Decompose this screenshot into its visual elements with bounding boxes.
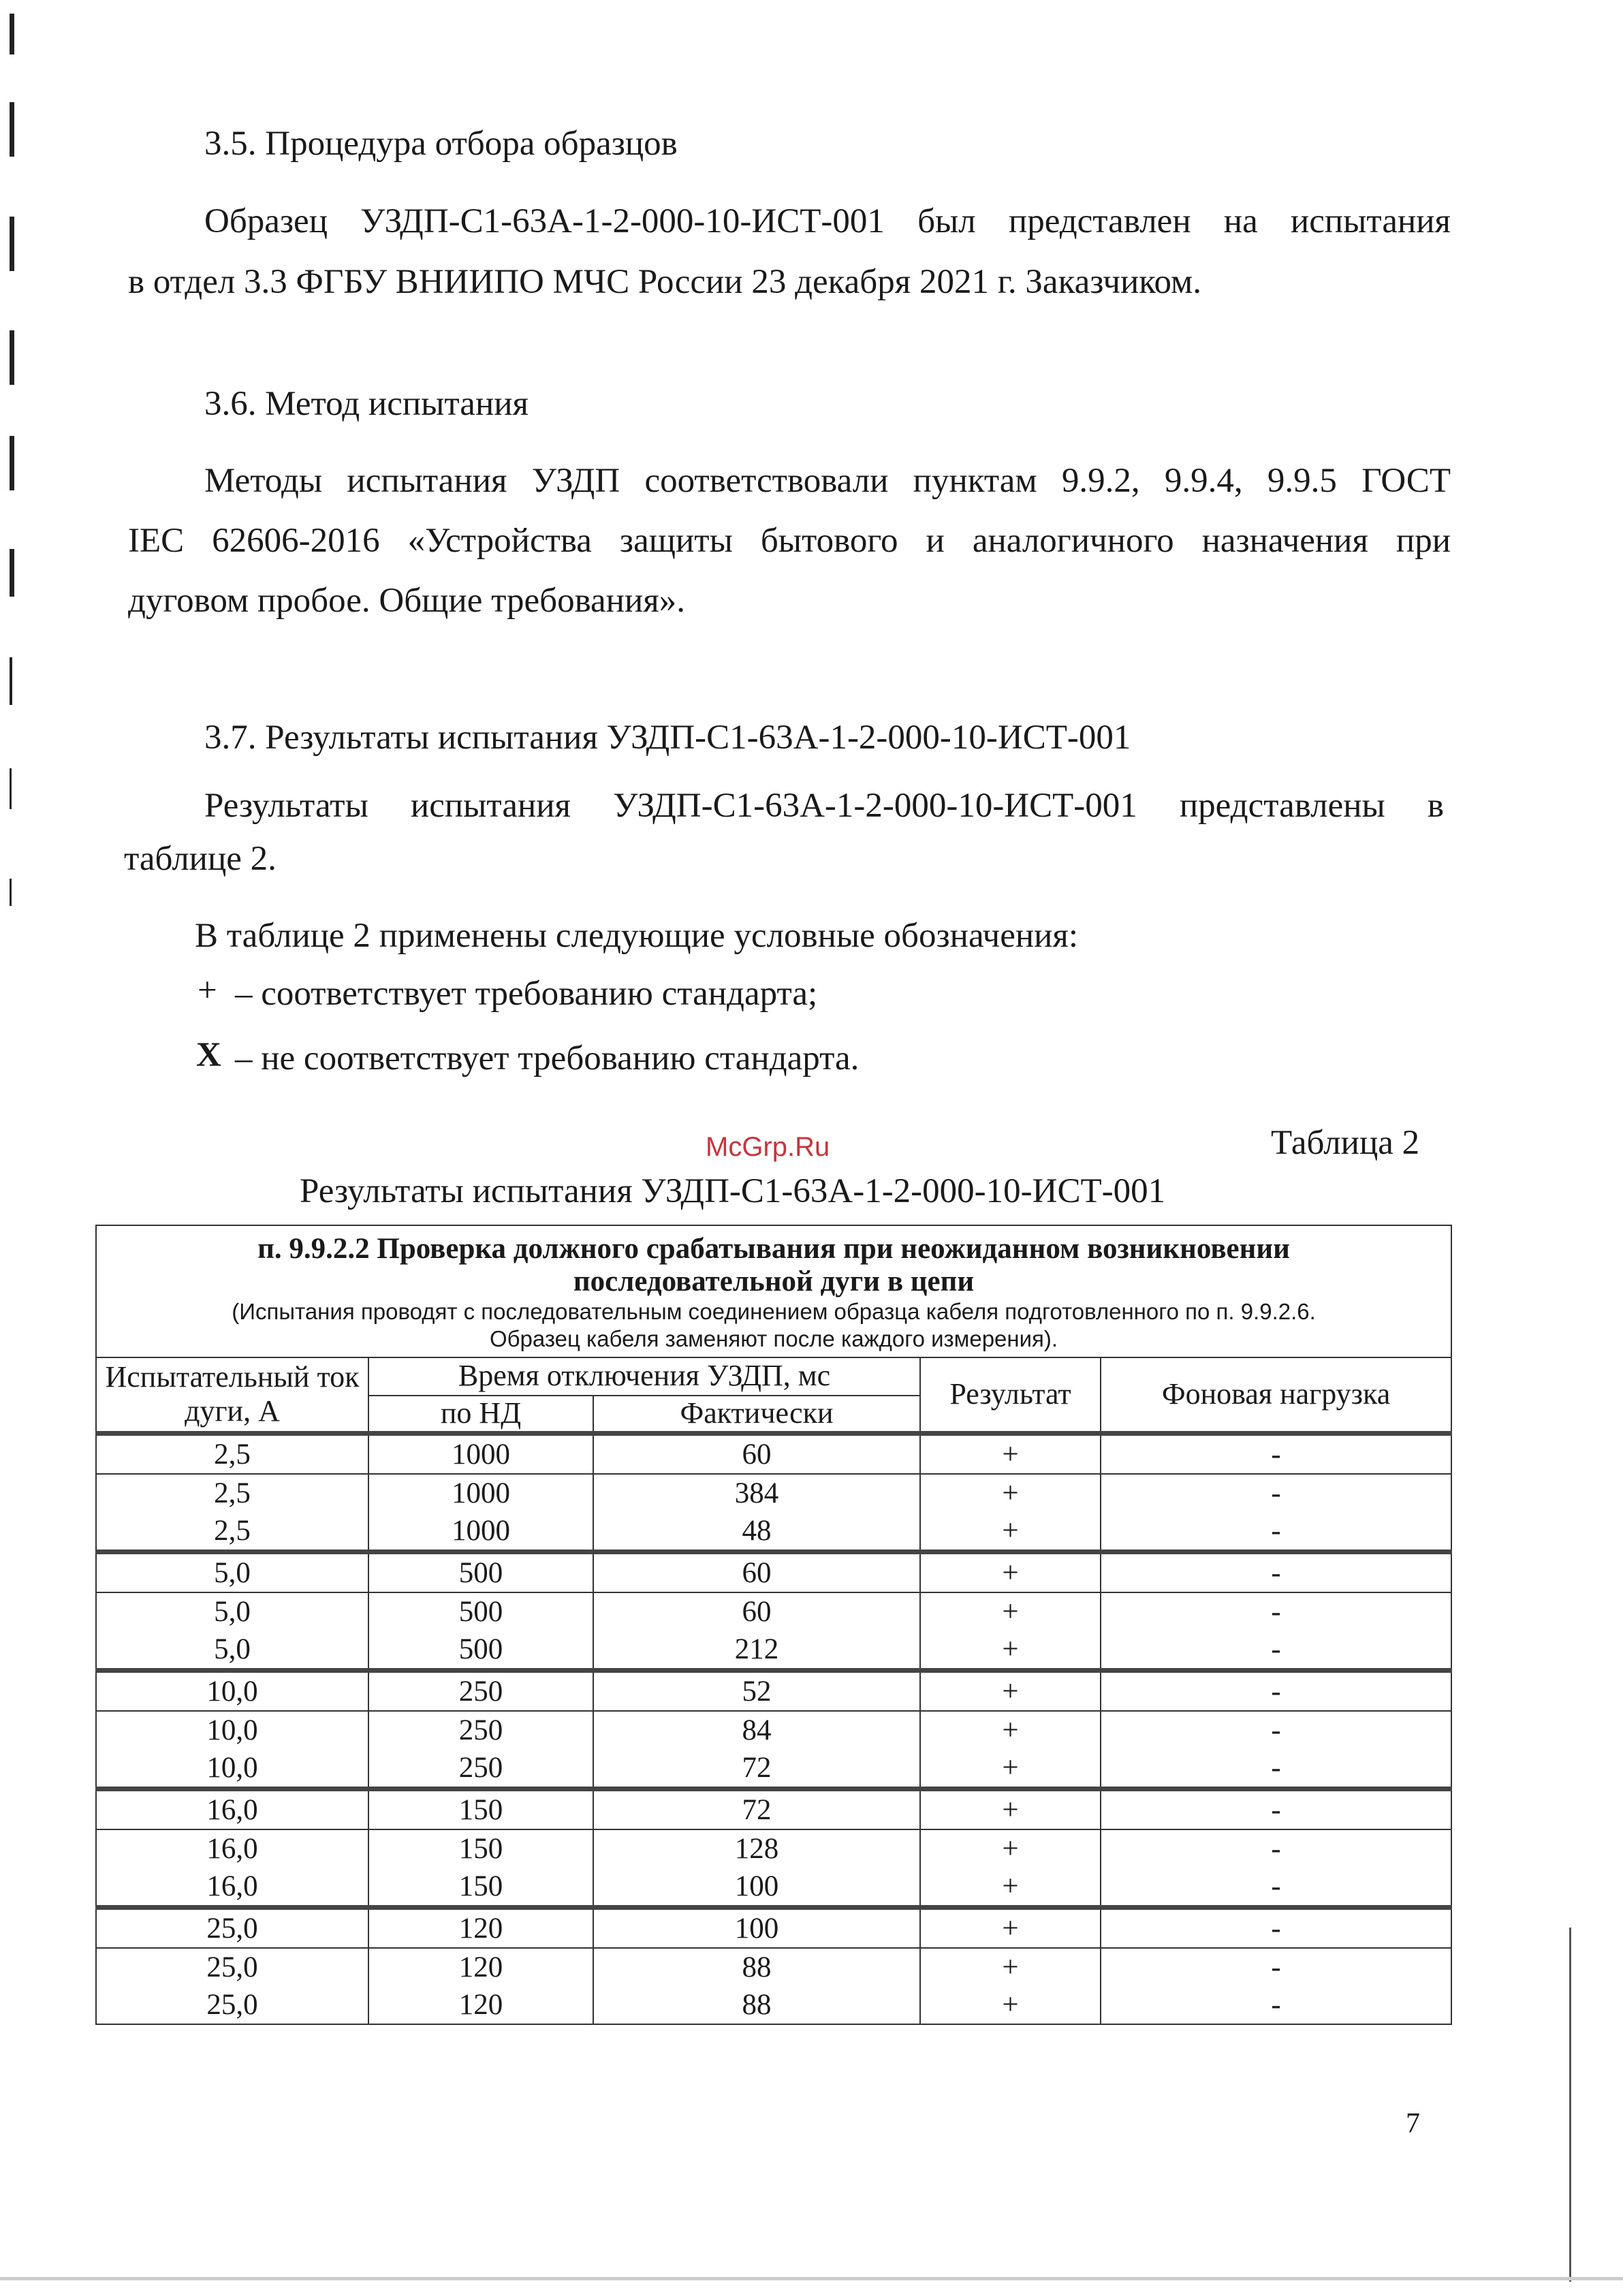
cell-current: 2,5 [96, 1434, 368, 1475]
cell-background-load: - [1101, 1434, 1451, 1475]
table-row [96, 1986, 1451, 2024]
cell-result: + [920, 1512, 1101, 1552]
cell-nd: 500 [368, 1592, 593, 1631]
table-row [96, 1948, 1451, 1986]
table-row [96, 1552, 1451, 1593]
page-edge-line [1569, 1928, 1571, 2282]
section-3-6-text-line-1: Методы испытания УЗДП соответствовали пунктам 9.9.2, 9.9.4, 9.9.5 ГОСТ [204, 462, 1451, 500]
cell-result: + [920, 1671, 1101, 1712]
binding-mark [10, 657, 12, 705]
cell-nd: 120 [368, 1948, 593, 1986]
cell-current: 25,0 [96, 1908, 368, 1949]
table-row [96, 1592, 1451, 1631]
section-3-6-text-line-3: дуговом пробое. Общие требования». [128, 582, 685, 620]
column-header-current: Испытательный ток дуги, А [96, 1357, 368, 1434]
table-row [96, 1749, 1451, 1789]
cell-result: + [920, 1592, 1101, 1631]
cell-background-load: - [1101, 1631, 1451, 1671]
cell-nd: 150 [368, 1829, 593, 1868]
cell-nd: 1000 [368, 1512, 593, 1552]
cell-background-load: - [1101, 1711, 1451, 1749]
cell-actual: 88 [593, 1986, 920, 2024]
cell-current: 10,0 [96, 1671, 368, 1712]
cell-background-load: - [1101, 1749, 1451, 1789]
table-row [96, 1434, 1451, 1475]
cell-result: + [920, 1711, 1101, 1749]
cell-result: + [920, 1749, 1101, 1789]
cell-result: + [920, 1631, 1101, 1671]
cell-result: + [920, 1789, 1101, 1830]
cell-current: 25,0 [96, 1986, 368, 2024]
scan-edge [0, 2277, 1623, 2280]
binding-mark [10, 768, 12, 809]
cell-current: 2,5 [96, 1474, 368, 1512]
table-row [96, 1671, 1451, 1712]
binding-mark [10, 549, 14, 597]
cell-background-load: - [1101, 1908, 1451, 1949]
cell-nd: 1000 [368, 1474, 593, 1512]
cell-current: 2,5 [96, 1512, 368, 1552]
section-3-5-text-line-1: Образец УЗДП-С1-63А-1-2-000-10-ИСТ-001 был представлен на испытания [204, 202, 1451, 240]
binding-mark [10, 102, 14, 157]
binding-mark [10, 217, 14, 271]
section-3-7-text-line-3: В таблице 2 применены следующие условные обозначения: [195, 917, 1079, 955]
cell-nd: 500 [368, 1552, 593, 1593]
column-header-actual: Фактически [593, 1396, 920, 1434]
table-heading-line-2: последовательной дуги в цепи [573, 1265, 975, 1298]
table-row [96, 1512, 1451, 1552]
cell-current: 5,0 [96, 1552, 368, 1593]
cell-background-load: - [1101, 1474, 1451, 1512]
cell-background-load: - [1101, 1868, 1451, 1908]
table-note-line-2: Образец кабеля заменяют после каждого измерения). [489, 1325, 1058, 1351]
section-3-5-title: 3.5. Процедура отбора образцов [204, 125, 678, 163]
binding-mark [10, 14, 14, 54]
cell-actual: 60 [593, 1592, 920, 1631]
cell-current: 25,0 [96, 1948, 368, 1986]
cell-actual: 212 [593, 1631, 920, 1671]
binding-mark [10, 879, 12, 906]
section-3-7-title: 3.7. Результаты испытания УЗДП-С1-63А-1-2-000-10-ИСТ-001 [204, 719, 1131, 757]
cell-nd: 250 [368, 1749, 593, 1789]
column-header-nd: по НД [368, 1396, 593, 1434]
table-label: Таблица 2 [1271, 1124, 1420, 1162]
cell-actual: 100 [593, 1908, 920, 1949]
table-note-line-1: (Испытания проводят с последовательным соединением образца кабеля подготовленного по п. 9.9.2.6. [232, 1299, 1316, 1325]
section-3-6-title: 3.6. Метод испытания [204, 385, 529, 423]
cell-nd: 500 [368, 1631, 593, 1671]
cell-actual: 384 [593, 1474, 920, 1512]
cell-actual: 72 [593, 1789, 920, 1830]
cell-actual: 72 [593, 1749, 920, 1789]
cell-result: + [920, 1552, 1101, 1593]
table-heading [96, 1225, 1451, 1357]
table-row [96, 1908, 1451, 1949]
cell-actual: 88 [593, 1948, 920, 1986]
table-heading-line-1: п. 9.9.2.2 Проверка должного срабатывания при неожиданном возникновении [257, 1233, 1290, 1265]
watermark: McGrp.Ru [706, 1132, 830, 1162]
table-row [96, 1829, 1451, 1868]
cell-background-load: - [1101, 1986, 1451, 2024]
cell-background-load: - [1101, 1552, 1451, 1593]
cell-actual: 100 [593, 1868, 920, 1908]
legend-x-text: – не соответствует требованию стандарта. [235, 1039, 860, 1078]
cell-background-load: - [1101, 1671, 1451, 1712]
cell-nd: 1000 [368, 1434, 593, 1475]
cell-result: + [920, 1986, 1101, 2024]
cell-background-load: - [1101, 1829, 1451, 1868]
cell-background-load: - [1101, 1592, 1451, 1631]
legend-plus-symbol: + [198, 971, 217, 1009]
table-row [96, 1474, 1451, 1512]
binding-mark [10, 330, 14, 385]
cell-nd: 250 [368, 1671, 593, 1712]
cell-current: 16,0 [96, 1868, 368, 1908]
results-table [95, 1225, 1452, 2025]
section-3-6-text-line-2: IEC 62606-2016 «Устройства защиты бытового и аналогичного назначения при [128, 522, 1451, 560]
cell-actual: 84 [593, 1711, 920, 1749]
cell-result: + [920, 1829, 1101, 1868]
cell-actual: 60 [593, 1552, 920, 1593]
column-header-result: Результат [920, 1357, 1101, 1434]
cell-background-load: - [1101, 1789, 1451, 1830]
section-3-7-text-line-1: Результаты испытания УЗДП-С1-63А-1-2-000-10-ИСТ-001 представлены в [204, 787, 1444, 825]
cell-current: 5,0 [96, 1592, 368, 1631]
cell-result: + [920, 1948, 1101, 1986]
table-row [96, 1631, 1451, 1671]
cell-current: 10,0 [96, 1711, 368, 1749]
cell-actual: 48 [593, 1512, 920, 1552]
legend-plus-text: – соответствует требованию стандарта; [235, 975, 818, 1013]
cell-actual: 128 [593, 1829, 920, 1868]
cell-nd: 250 [368, 1711, 593, 1749]
cell-result: + [920, 1474, 1101, 1512]
cell-actual: 52 [593, 1671, 920, 1712]
cell-current: 16,0 [96, 1789, 368, 1830]
binding-mark [10, 436, 14, 490]
table-caption: Результаты испытания УЗДП-С1-63А-1-2-000-10-ИСТ-001 [300, 1172, 1166, 1210]
cell-background-load: - [1101, 1948, 1451, 1986]
cell-result: + [920, 1434, 1101, 1475]
cell-result: + [920, 1908, 1101, 1949]
cell-current: 10,0 [96, 1749, 368, 1789]
cell-nd: 120 [368, 1986, 593, 2024]
cell-nd: 150 [368, 1789, 593, 1830]
cell-nd: 150 [368, 1868, 593, 1908]
legend-x-symbol: X [196, 1036, 221, 1074]
section-3-5-text-line-2: в отдел 3.3 ФГБУ ВНИИПО МЧС России 23 декабря 2021 г. Заказчиком. [128, 263, 1202, 301]
section-3-7-text-line-2: таблице 2. [124, 840, 277, 878]
table-row [96, 1789, 1451, 1830]
column-header-trip-time: Время отключения УЗДП, мс [368, 1357, 920, 1396]
cell-nd: 120 [368, 1908, 593, 1949]
page-number: 7 [1406, 2108, 1420, 2139]
cell-current: 16,0 [96, 1829, 368, 1868]
column-header-background-load: Фоновая нагрузка [1101, 1357, 1451, 1434]
cell-current: 5,0 [96, 1631, 368, 1671]
table-row [96, 1868, 1451, 1908]
cell-actual: 60 [593, 1434, 920, 1475]
table-row [96, 1711, 1451, 1749]
cell-background-load: - [1101, 1512, 1451, 1552]
cell-result: + [920, 1868, 1101, 1908]
